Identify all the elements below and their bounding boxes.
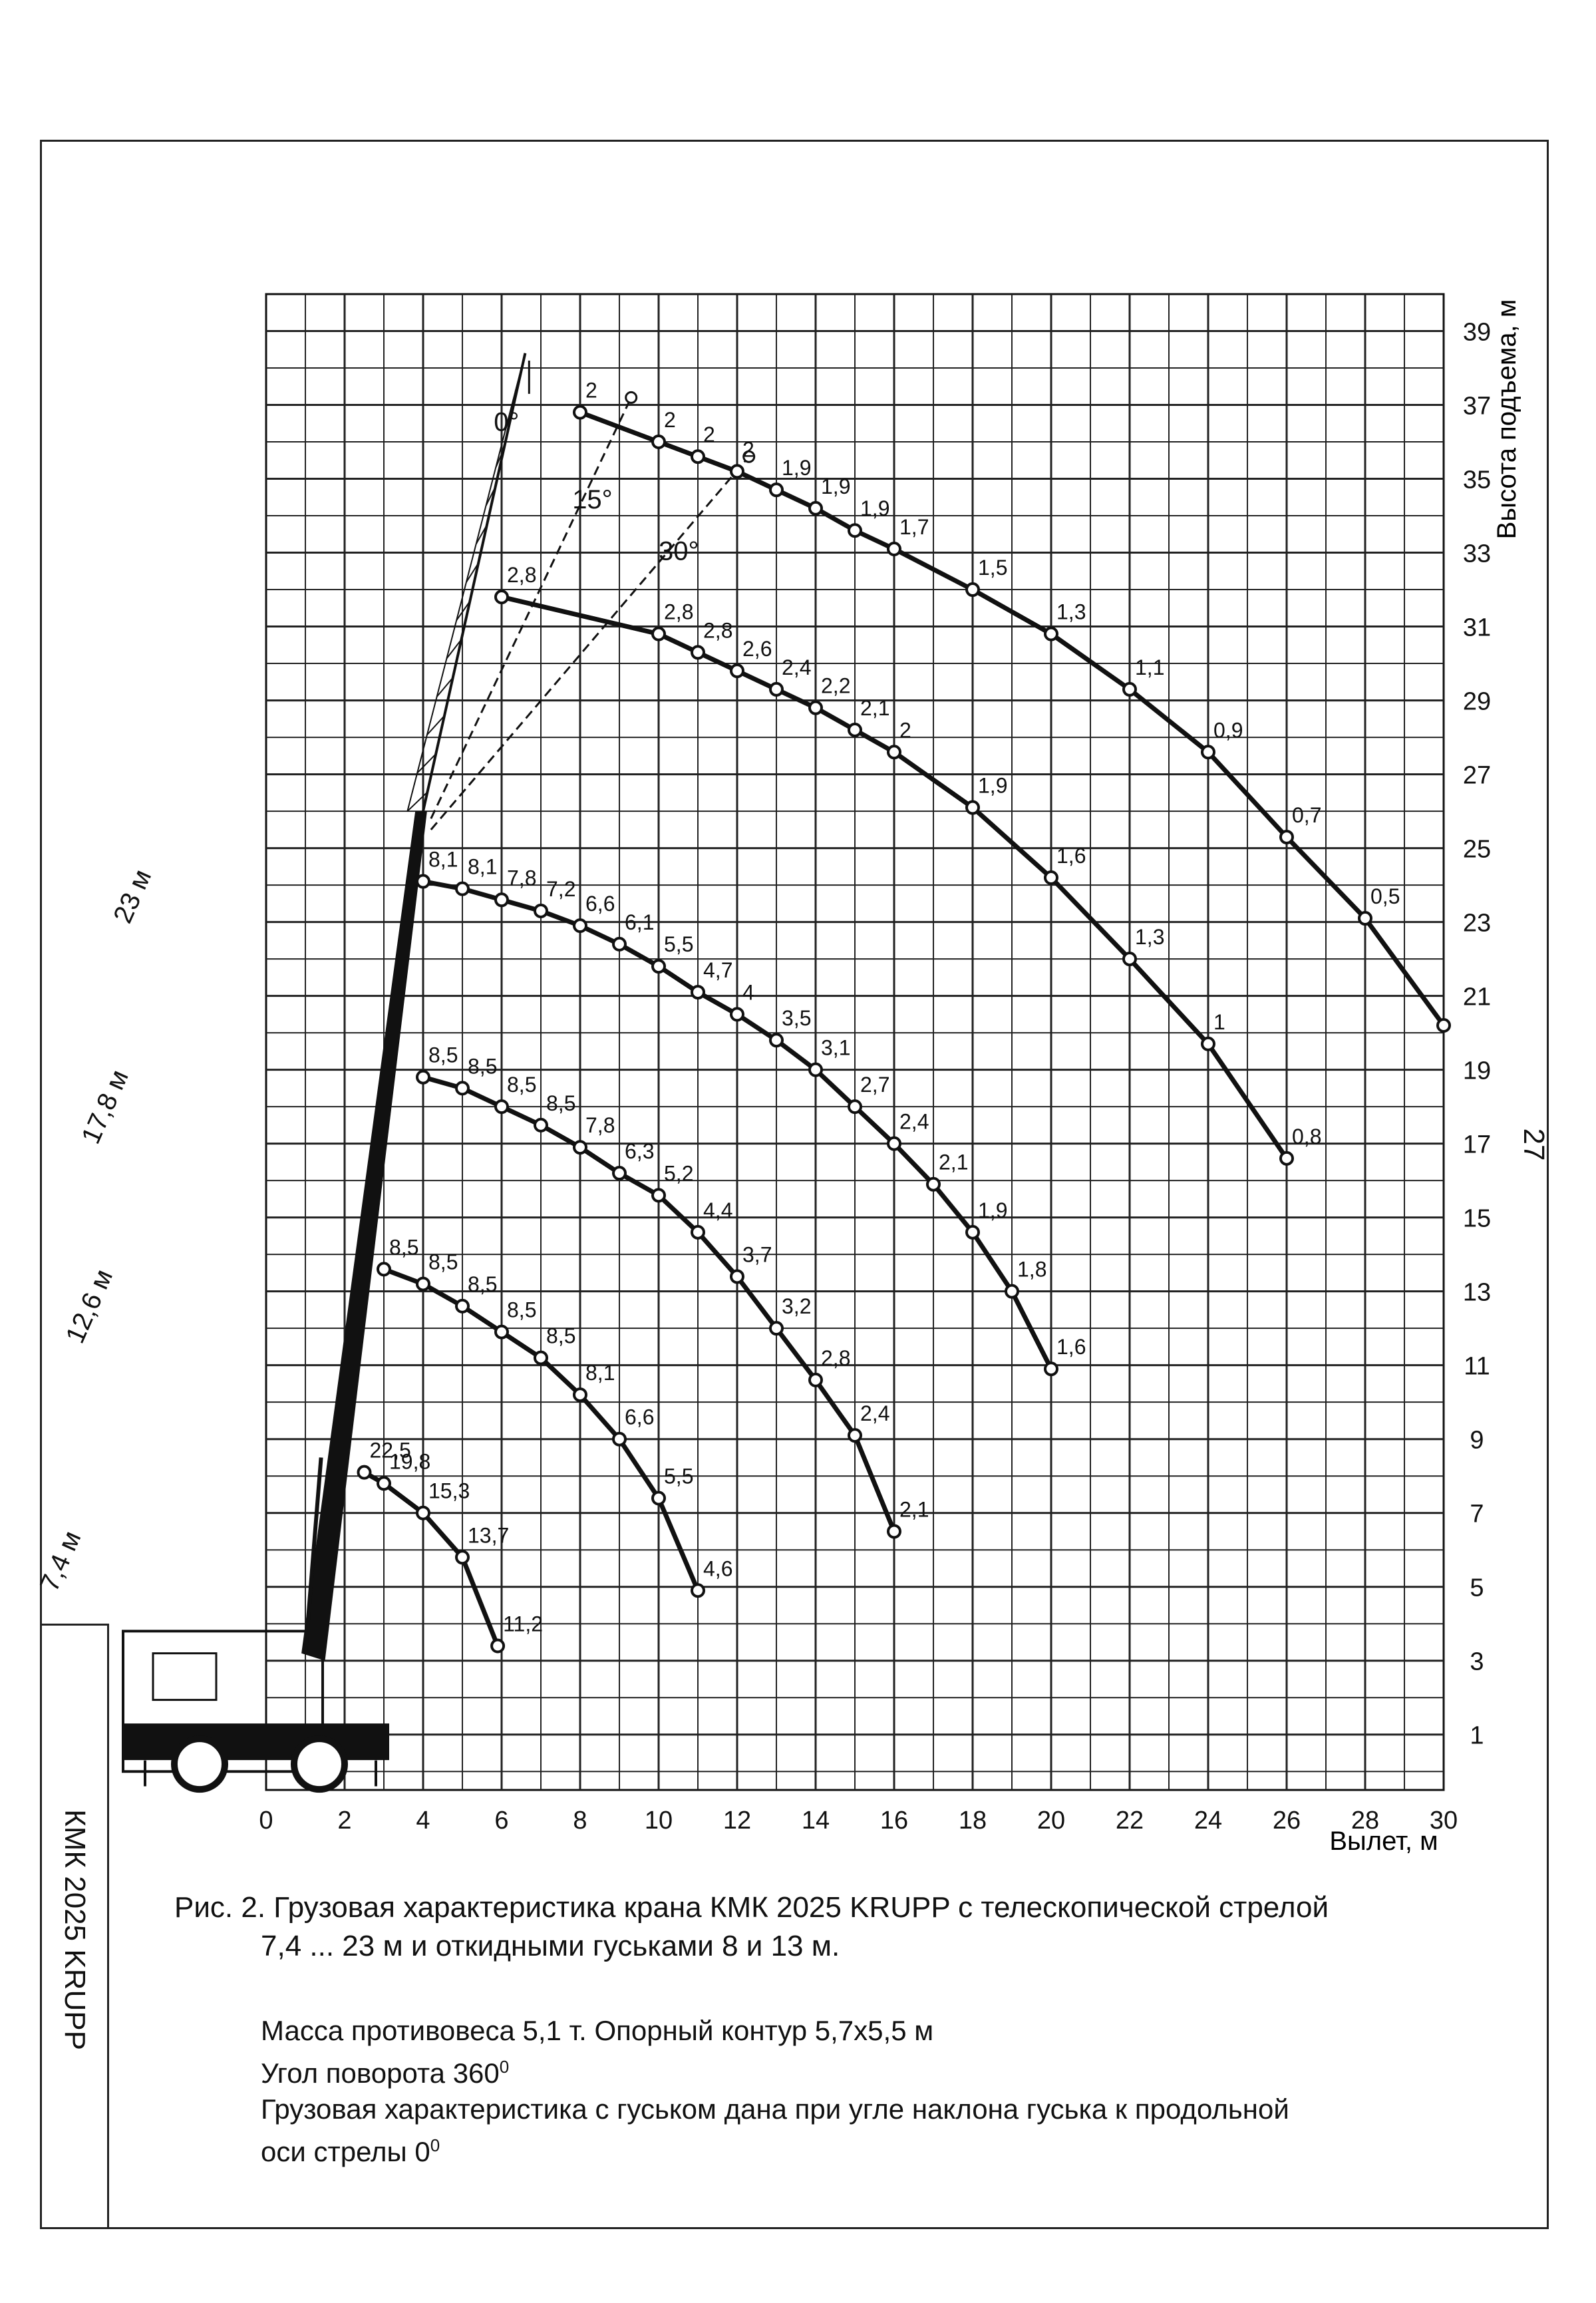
data-label: 1,5 bbox=[978, 556, 1008, 580]
y-tick-label: 33 bbox=[1462, 540, 1492, 568]
data-label: 2,8 bbox=[821, 1345, 851, 1370]
data-point bbox=[535, 1119, 547, 1131]
data-point bbox=[731, 1008, 743, 1020]
x-tick-label: 18 bbox=[958, 1807, 987, 1835]
boom-length-annotation bbox=[35, 1526, 87, 1596]
data-label: 8,5 bbox=[389, 1235, 419, 1260]
data-point bbox=[849, 1429, 861, 1441]
data-point bbox=[417, 1071, 429, 1083]
data-label: 1,3 bbox=[1056, 600, 1086, 624]
data-point bbox=[810, 1064, 822, 1076]
data-label: 2,4 bbox=[899, 1109, 929, 1134]
data-label: 3,1 bbox=[821, 1035, 851, 1060]
data-label: 1,6 bbox=[1056, 1335, 1086, 1359]
figure-caption bbox=[174, 1888, 1478, 1966]
series-1 bbox=[359, 1439, 544, 1652]
y-tick-label: 19 bbox=[1462, 1057, 1492, 1085]
data-point bbox=[456, 883, 468, 895]
data-label: 0,8 bbox=[1292, 1124, 1322, 1149]
data-label: 0,7 bbox=[1292, 802, 1322, 827]
data-label: 5,5 bbox=[664, 1464, 694, 1489]
data-label: 3,5 bbox=[782, 1006, 812, 1031]
data-point bbox=[967, 802, 979, 814]
data-label: 1,9 bbox=[860, 496, 890, 521]
data-label: 4,6 bbox=[703, 1556, 733, 1581]
data-label: 7,8 bbox=[585, 1113, 615, 1138]
data-label: 1,9 bbox=[821, 474, 851, 498]
data-label: 2,4 bbox=[860, 1401, 890, 1426]
data-label: 1,9 bbox=[782, 456, 812, 480]
y-tick-label: 37 bbox=[1462, 392, 1492, 421]
y-tick-label: 5 bbox=[1470, 1574, 1484, 1602]
data-point bbox=[692, 1226, 704, 1238]
data-label: 2,1 bbox=[860, 695, 890, 720]
data-point bbox=[731, 1270, 743, 1282]
data-label: 2 bbox=[703, 423, 715, 447]
data-label: 8,1 bbox=[468, 854, 498, 879]
data-point bbox=[1438, 1019, 1450, 1031]
data-point bbox=[574, 407, 586, 419]
front-wheel bbox=[174, 1739, 225, 1789]
data-point bbox=[496, 1101, 508, 1113]
x-tick-label: 12 bbox=[722, 1807, 752, 1835]
data-label: 2,1 bbox=[899, 1497, 929, 1522]
x-tick-label: 22 bbox=[1115, 1807, 1144, 1835]
data-point bbox=[692, 986, 704, 998]
series-2 bbox=[378, 1235, 732, 1596]
data-label: 8,5 bbox=[428, 1043, 458, 1067]
data-point bbox=[378, 1477, 390, 1489]
data-label: 8,1 bbox=[428, 847, 458, 872]
data-label: 7,2 bbox=[546, 876, 576, 901]
jib-15-deg-tip bbox=[626, 392, 637, 403]
data-point bbox=[535, 1352, 547, 1364]
data-point bbox=[613, 1167, 625, 1179]
y-tick-label: 39 bbox=[1462, 318, 1492, 347]
data-label: 1,7 bbox=[899, 514, 929, 539]
data-label: 6,1 bbox=[625, 910, 655, 934]
data-point bbox=[1045, 628, 1057, 640]
boom-length-annotation bbox=[76, 1065, 134, 1148]
boom-length-label: 7,4 м bbox=[35, 1526, 87, 1596]
boom-length-label: 17,8 м bbox=[76, 1065, 134, 1149]
data-point bbox=[456, 1551, 468, 1563]
data-point bbox=[613, 1433, 625, 1445]
data-point bbox=[849, 724, 861, 736]
data-point bbox=[613, 938, 625, 950]
boom-length-label: 12,6 м bbox=[60, 1264, 119, 1348]
data-label: 7,8 bbox=[507, 866, 537, 890]
data-label: 2,1 bbox=[939, 1150, 969, 1174]
data-point bbox=[1006, 1286, 1018, 1298]
y-tick-label: 17 bbox=[1462, 1131, 1492, 1159]
note-line-4 bbox=[261, 2127, 1512, 2170]
chart-grid bbox=[266, 294, 1444, 1790]
x-tick-label: 4 bbox=[416, 1807, 430, 1835]
data-point bbox=[574, 1141, 586, 1153]
data-point bbox=[810, 702, 822, 714]
data-label: 22,5 bbox=[369, 1438, 411, 1463]
page-number: 27 bbox=[1517, 1128, 1550, 1161]
y-tick-label: 31 bbox=[1462, 614, 1492, 642]
data-label: 8,5 bbox=[507, 1073, 537, 1097]
y-tick-label: 7 bbox=[1470, 1500, 1484, 1528]
x-tick-label: 6 bbox=[494, 1807, 509, 1835]
data-label: 8,5 bbox=[468, 1272, 498, 1296]
data-label: 15,3 bbox=[428, 1479, 470, 1503]
data-point bbox=[888, 1138, 900, 1150]
y-tick-label: 23 bbox=[1462, 909, 1492, 938]
data-point bbox=[849, 1101, 861, 1113]
x-tick-label: 30 bbox=[1429, 1807, 1458, 1835]
data-label: 6,3 bbox=[625, 1139, 655, 1164]
x-tick-label: 20 bbox=[1037, 1807, 1066, 1835]
data-label: 1,9 bbox=[978, 1198, 1008, 1222]
jib-15-deg bbox=[431, 397, 631, 818]
y-tick-label: 15 bbox=[1462, 1204, 1492, 1233]
data-point bbox=[967, 584, 979, 596]
jib-angle-label: 0° bbox=[494, 407, 520, 437]
data-point bbox=[692, 450, 704, 462]
data-label: 2 bbox=[664, 408, 676, 433]
data-point bbox=[1202, 746, 1214, 758]
data-point bbox=[1045, 872, 1057, 884]
data-point bbox=[496, 894, 508, 906]
data-label: 2,4 bbox=[782, 655, 812, 679]
note-line-3: Грузовая характеристика с гуськом дана при угле наклона гуська к продольной bbox=[261, 2093, 1289, 2125]
data-point bbox=[810, 502, 822, 514]
truck-chassis bbox=[123, 1723, 389, 1760]
rear-wheel bbox=[294, 1739, 345, 1789]
y-tick-label: 3 bbox=[1470, 1648, 1484, 1676]
figure-notes bbox=[261, 2013, 1512, 2170]
data-point bbox=[378, 1263, 390, 1275]
data-point bbox=[731, 665, 743, 677]
data-point bbox=[653, 628, 665, 640]
y-tick-label: 35 bbox=[1462, 466, 1492, 494]
data-point bbox=[927, 1178, 939, 1190]
data-point bbox=[1359, 912, 1371, 924]
crane-drawing bbox=[35, 353, 754, 1789]
side-label: КМК 2025 KRUPP bbox=[59, 1809, 91, 2050]
data-point bbox=[574, 1389, 586, 1401]
data-point bbox=[692, 1584, 704, 1596]
data-label: 8,5 bbox=[468, 1054, 498, 1079]
x-tick-label: 2 bbox=[337, 1807, 352, 1835]
data-label: 2,6 bbox=[742, 637, 772, 661]
boom-length-label: 23 м bbox=[108, 865, 158, 928]
data-label: 5,5 bbox=[664, 932, 694, 957]
data-point bbox=[456, 1082, 468, 1094]
data-point bbox=[1281, 831, 1293, 843]
data-label: 8,5 bbox=[428, 1250, 458, 1274]
data-label: 4,4 bbox=[703, 1198, 733, 1222]
data-label: 3,2 bbox=[782, 1294, 812, 1319]
data-label: 1,8 bbox=[1017, 1257, 1047, 1282]
note-line-4-text: оси стрелы 0 bbox=[261, 2136, 430, 2167]
x-tick-label: 26 bbox=[1272, 1807, 1301, 1835]
jib-angle-label: 30° bbox=[659, 536, 699, 566]
data-point bbox=[810, 1374, 822, 1386]
data-label: 0,9 bbox=[1213, 718, 1243, 743]
data-label: 2,2 bbox=[821, 673, 851, 698]
x-tick-label: 24 bbox=[1194, 1807, 1223, 1835]
x-tick-label: 14 bbox=[801, 1807, 830, 1835]
data-label: 8,5 bbox=[507, 1298, 537, 1322]
x-tick-label: 0 bbox=[259, 1807, 273, 1835]
data-point bbox=[1124, 953, 1136, 965]
data-label: 1,9 bbox=[978, 773, 1008, 798]
y-tick-label: 9 bbox=[1470, 1426, 1484, 1455]
data-point bbox=[888, 543, 900, 555]
data-point bbox=[967, 1226, 979, 1238]
jib-angle-label: 15° bbox=[572, 484, 613, 514]
x-tick-label: 16 bbox=[879, 1807, 909, 1835]
data-label: 11,2 bbox=[503, 1612, 544, 1636]
data-label: 4,7 bbox=[703, 958, 733, 983]
x-tick-label: 8 bbox=[573, 1807, 587, 1835]
data-point bbox=[496, 1326, 508, 1338]
data-label: 19,8 bbox=[389, 1449, 431, 1474]
data-point bbox=[731, 465, 743, 477]
data-point bbox=[770, 484, 782, 496]
data-label: 6,6 bbox=[585, 892, 615, 916]
data-label: 8,5 bbox=[546, 1324, 576, 1348]
data-point bbox=[770, 1034, 782, 1046]
data-label: 2,8 bbox=[703, 618, 733, 643]
data-point bbox=[1281, 1152, 1293, 1164]
y-tick-label: 29 bbox=[1462, 687, 1492, 716]
data-label: 2,8 bbox=[664, 600, 694, 624]
note-line-2-text: Угол поворота 360 bbox=[261, 2057, 500, 2089]
data-label: 1 bbox=[1213, 1009, 1225, 1034]
data-label: 1,3 bbox=[1135, 925, 1165, 950]
boom-length-annotation bbox=[108, 865, 157, 928]
data-label: 0,5 bbox=[1370, 884, 1400, 909]
data-label: 5,2 bbox=[664, 1161, 694, 1186]
data-label: 2,8 bbox=[507, 563, 537, 588]
data-label: 4 bbox=[742, 980, 754, 1005]
data-label: 2 bbox=[585, 378, 597, 403]
data-point bbox=[456, 1300, 468, 1312]
y-tick-label: 25 bbox=[1462, 835, 1492, 864]
data-point bbox=[359, 1467, 371, 1479]
y-tick-label: 27 bbox=[1462, 761, 1492, 790]
data-point bbox=[653, 960, 665, 972]
data-point bbox=[535, 905, 547, 917]
truck-window bbox=[153, 1654, 216, 1700]
data-label: 6,6 bbox=[625, 1405, 655, 1429]
data-point bbox=[1202, 1038, 1214, 1050]
data-label: 8,5 bbox=[546, 1091, 576, 1115]
data-label: 3,7 bbox=[742, 1242, 772, 1267]
note-line-2 bbox=[261, 2049, 1512, 2091]
note-line-4-degree: 0 bbox=[430, 2135, 440, 2155]
data-label: 2,7 bbox=[860, 1073, 890, 1097]
data-label: 1,1 bbox=[1135, 655, 1165, 679]
data-point bbox=[692, 646, 704, 658]
data-point bbox=[770, 1322, 782, 1334]
data-point bbox=[417, 1278, 429, 1290]
data-label: 2 bbox=[899, 718, 911, 743]
note-line-2-degree: 0 bbox=[499, 2057, 510, 2077]
y-tick-label: 21 bbox=[1462, 983, 1492, 1011]
y-tick-label: 1 bbox=[1470, 1721, 1484, 1750]
data-point bbox=[417, 876, 429, 888]
y-tick-label: 13 bbox=[1462, 1278, 1492, 1307]
data-point bbox=[849, 524, 861, 536]
data-point bbox=[653, 1493, 665, 1505]
x-tick-label: 28 bbox=[1351, 1807, 1380, 1835]
data-point bbox=[888, 746, 900, 758]
data-point bbox=[1045, 1363, 1057, 1375]
data-label: 8,1 bbox=[585, 1361, 615, 1385]
y-axis-label: Высота подъема, м bbox=[1492, 299, 1521, 540]
data-label: 1,6 bbox=[1056, 843, 1086, 868]
x-tick-label: 10 bbox=[644, 1807, 673, 1835]
data-point bbox=[653, 436, 665, 448]
data-point bbox=[888, 1525, 900, 1537]
data-point bbox=[492, 1640, 504, 1652]
data-label: 2 bbox=[742, 437, 754, 462]
boom-length-annotation bbox=[61, 1265, 119, 1347]
data-point bbox=[770, 683, 782, 695]
data-point bbox=[653, 1189, 665, 1201]
caption-line-2: 7,4 ... 23 м и откидными гуськами 8 и 13 м. bbox=[261, 1930, 840, 1962]
data-point bbox=[574, 920, 586, 932]
y-tick-label: 11 bbox=[1464, 1352, 1490, 1381]
data-point bbox=[417, 1507, 429, 1519]
data-point bbox=[1124, 683, 1136, 695]
data-point bbox=[496, 591, 508, 603]
caption-line-1: Рис. 2. Грузовая характеристика крана КМК 2025 KRUPP с телескопической стрелой bbox=[174, 1891, 1329, 1924]
data-label: 13,7 bbox=[468, 1523, 510, 1548]
x-axis-label: Вылет, м bbox=[1329, 1827, 1438, 1856]
note-line-1: Масса противовеса 5,1 т. Опорный контур 5,7х5,5 м bbox=[261, 2015, 934, 2046]
